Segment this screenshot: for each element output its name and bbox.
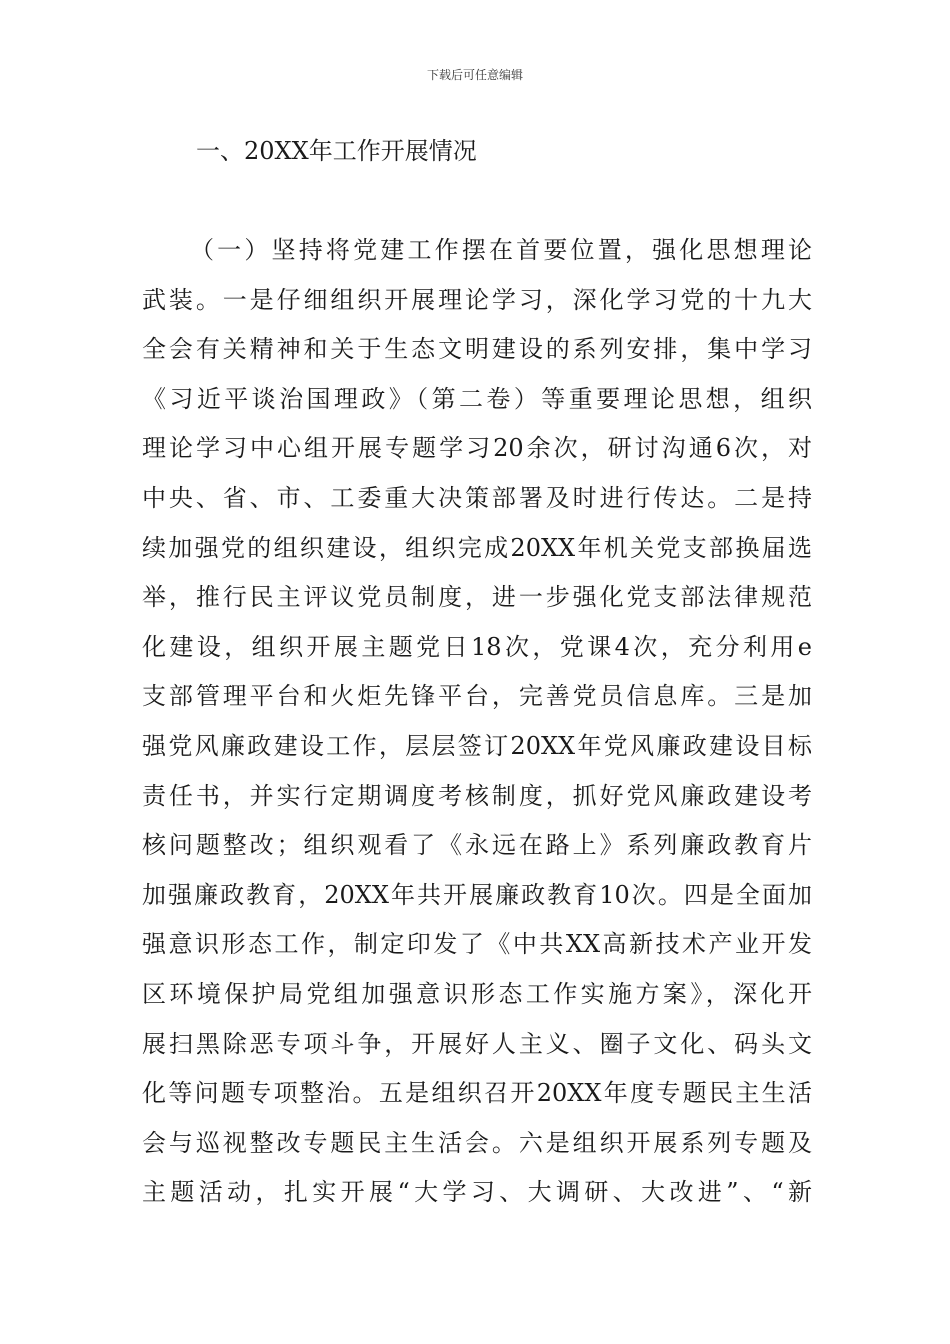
paragraph-line: 核问题整改；组织观看了《永远在路上》系列廉政教育片: [142, 831, 812, 860]
paragraph-line: 武装。一是仔细组织开展理论学习，深化学习党的十九大: [142, 285, 812, 314]
paragraph-line: 会与巡视整改专题民主生活会。六是组织开展系列专题及: [142, 1128, 812, 1157]
header-note: 下载后可任意编辑: [426, 68, 523, 82]
section-heading: 一、20XX年工作开展情况: [196, 137, 477, 165]
paragraph-line: 加强廉政教育，20XX年共开展廉政教育10次。四是全面加: [142, 880, 812, 909]
paragraph-line: 强意识形态工作，制定印发了《中共XX高新技术产业开发: [142, 930, 812, 959]
paragraph-line: 支部管理平台和火炬先锋平台，完善党员信息库。三是加: [142, 682, 812, 711]
paragraph-line: 强党风廉政建设工作，层层签订20XX年党风廉政建设目标: [142, 731, 812, 760]
paragraph-line: 区环境保护局党组加强意识形态工作实施方案》，深化开: [142, 979, 812, 1008]
paragraph-line: （一）坚持将党建工作摆在首要位置，强化思想理论: [190, 236, 812, 264]
paragraph-line: 责任书，并实行定期调度考核制度，抓好党风廉政建设考: [142, 781, 812, 810]
paragraph-line: 举，推行民主评议党员制度，进一步强化党支部法律规范: [142, 583, 812, 612]
paragraph-line: 化等问题专项整治。五是组织召开20XX年度专题民主生活: [142, 1079, 812, 1108]
paragraph-line: 全会有关精神和关于生态文明建设的系列安排，集中学习: [142, 335, 812, 364]
paragraph-line: 理论学习中心组开展专题学习20余次，研讨沟通6次，对: [142, 434, 812, 463]
paragraph-line: 展扫黑除恶专项斗争，开展好人主义、圈子文化、码头文: [142, 1029, 812, 1058]
paragraph-line: 《习近平谈治国理政》（第二卷）等重要理论思想，组织: [142, 384, 812, 413]
paragraph-line: 主题活动，扎实开展“大学习、大调研、大改进”、“新: [142, 1178, 812, 1207]
paragraph-line: 化建设，组织开展主题党日18次，党课4次，充分利用e: [142, 632, 812, 661]
paragraph-line: 续加强党的组织建设，组织完成20XX年机关党支部换届选: [142, 533, 812, 562]
body-paragraph: [142, 230, 812, 1222]
paragraph-line: 中央、省、市、工委重大决策部署及时进行传达。二是持: [142, 483, 812, 512]
